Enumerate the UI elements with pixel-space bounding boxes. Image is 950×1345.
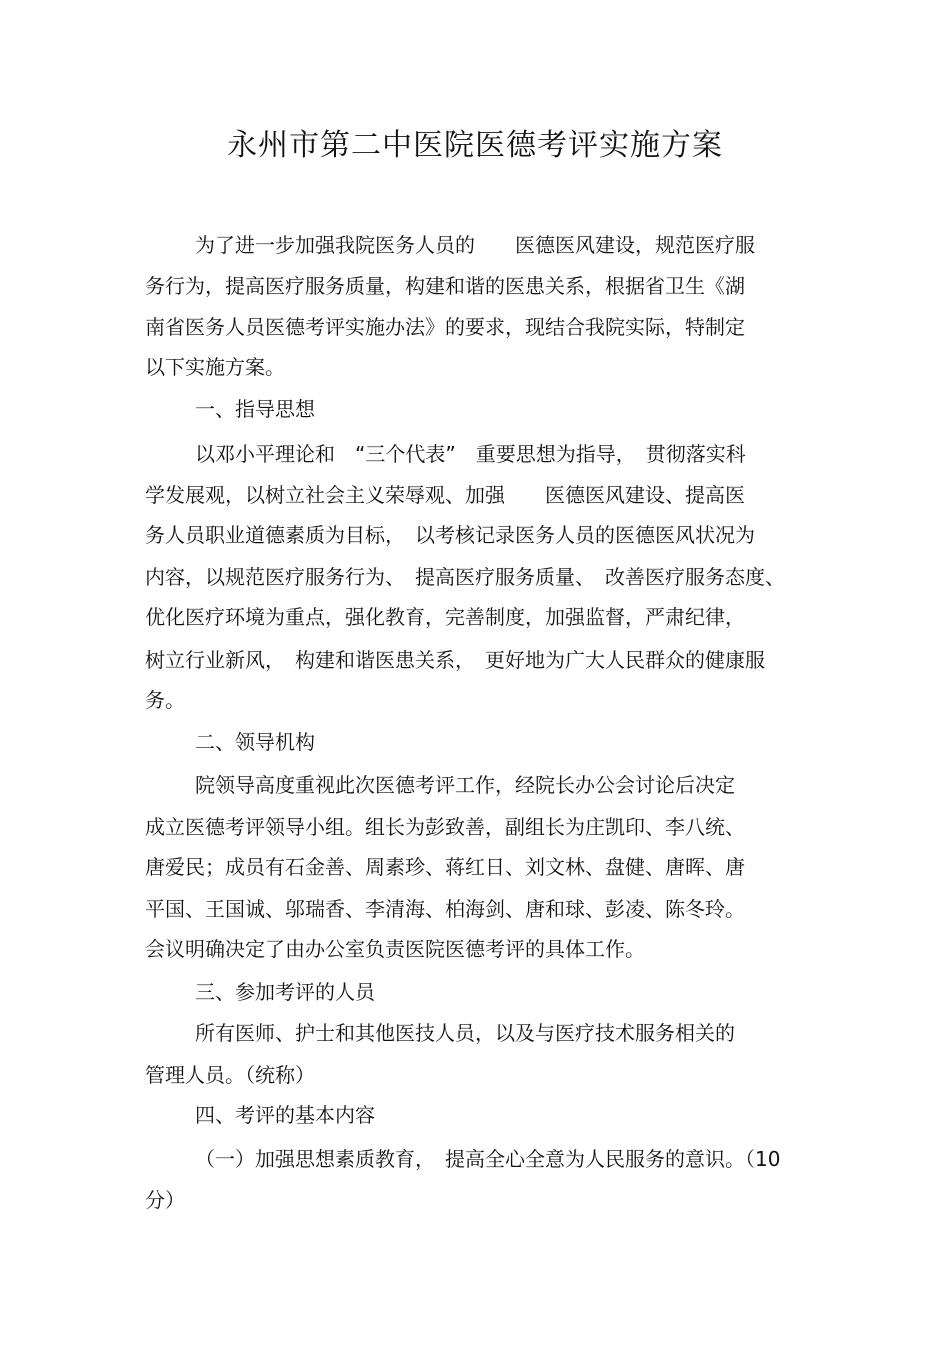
section-1-line-2: 学发展观，以树立社会主义荣辱观、加强 医德医风建设、提高医 [145,483,745,507]
document-title: 永州市第二中医院医德考评实施方案 [227,128,723,163]
intro-line-4: 以下实施方案。 [145,355,285,379]
section-1-line-3: 务人员职业道德素质为目标， 以考核记录医务人员的医德医风状况为 [145,523,755,547]
section-2-line-4: 平国、王国诚、邬瑞香、李清海、柏海剑、唐和球、彭凌、陈冬玲。 [145,897,745,921]
section-3-line-2: 管理人员。（统称） [145,1063,315,1087]
section-2-line-1: 院领导高度重视此次医德考评工作，经院长办公会讨论后决定 [195,773,735,797]
section-1-line-4: 内容，以规范医疗服务行为、 提高医疗服务质量、 改善医疗服务态度、 [145,565,785,589]
section-4-line-1: （一）加强思想素质教育， 提高全心全意为人民服务的意识。（10 [195,1147,781,1171]
section-1-line-6: 树立行业新风， 构建和谐医患关系， 更好地为广大人民群众的健康服 [145,648,765,672]
section-2-line-3: 唐爱民；成员有石金善、周素珍、蒋红日、刘文林、盘健、唐晖、唐 [145,855,745,879]
section-3-line-1: 所有医师、护士和其他医技人员，以及与医疗技术服务相关的 [195,1021,735,1045]
section-1-line-5: 优化医疗环境为重点，强化教育，完善制度，加强监督，严肃纪律， [145,605,745,629]
section-1-line-1: 以邓小平理论和 “三个代表” 重要思想为指导， 贯彻落实科 [195,442,746,466]
section-2-heading: 二、领导机构 [195,730,315,754]
section-4-line-2: 分） [145,1188,185,1212]
section-2-line-5: 会议明确决定了由办公室负责医院医德考评的具体工作。 [145,937,645,961]
intro-line-1: 为了进一步加强我院医务人员的 医德医风建设，规范医疗服 [195,233,755,257]
section-1-heading: 一、指导思想 [195,397,315,421]
section-2-line-2: 成立医德考评领导小组。组长为彭致善，副组长为庄凯印、李八统、 [145,815,745,839]
section-4-heading: 四、考评的基本内容 [195,1103,375,1127]
section-1-line-7: 务。 [145,688,185,712]
intro-line-3: 南省医务人员医德考评实施办法》的要求，现结合我院实际，特制定 [145,315,745,339]
section-3-heading: 三、参加考评的人员 [195,980,375,1004]
intro-line-2: 务行为，提高医疗服务质量，构建和谐的医患关系，根据省卫生《湖 [145,274,745,298]
